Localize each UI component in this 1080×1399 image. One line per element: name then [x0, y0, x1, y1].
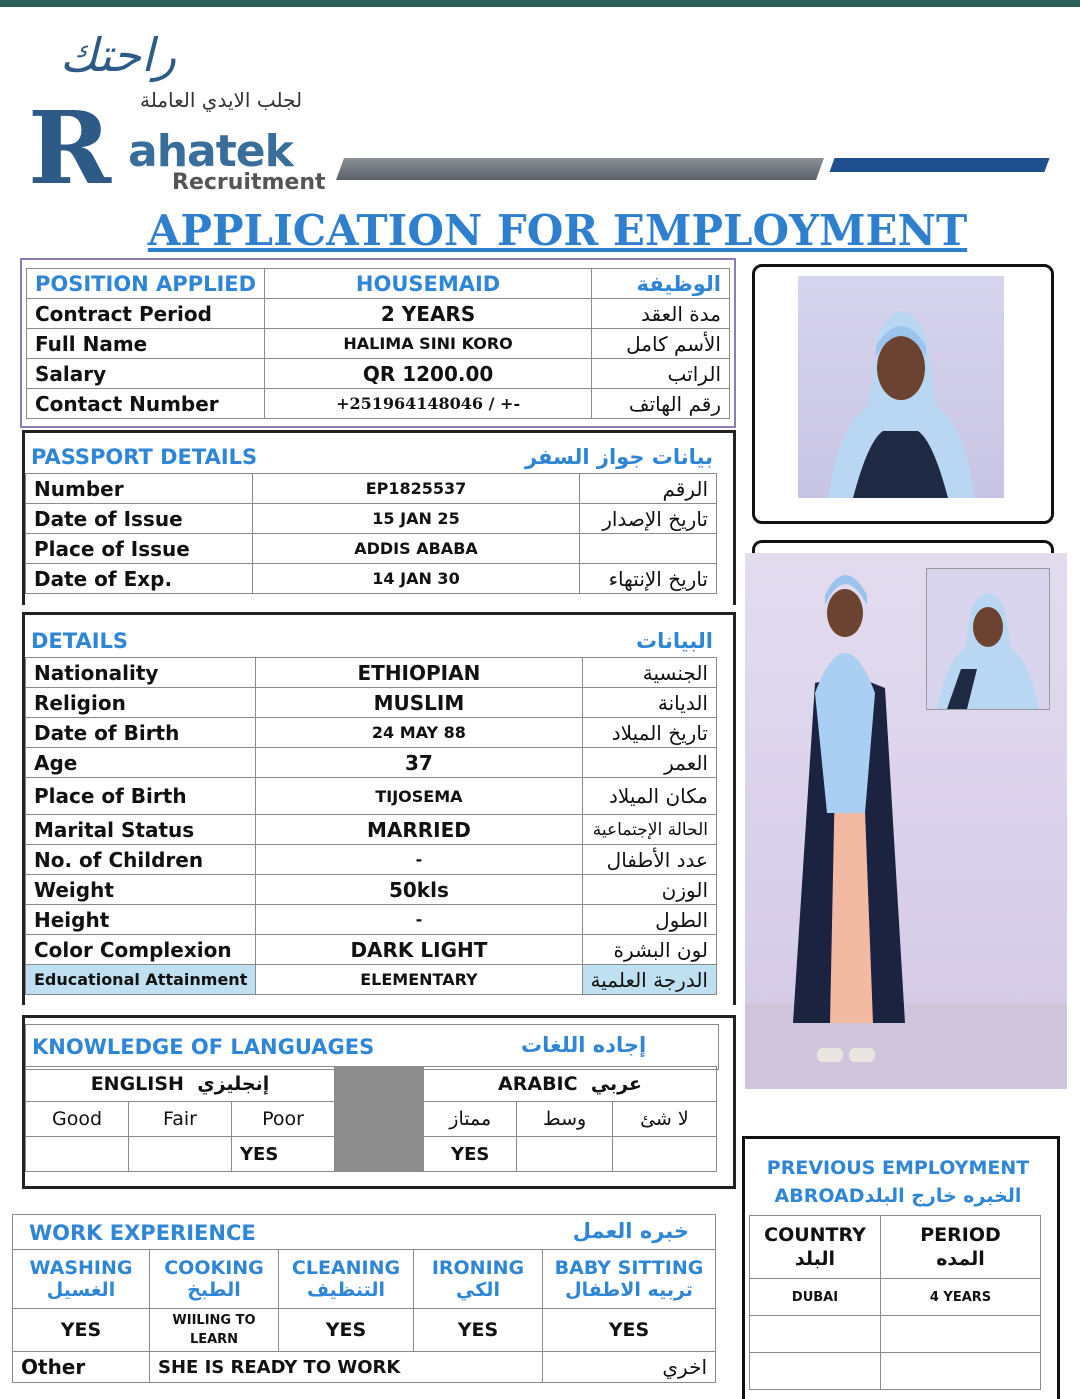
row-value: - — [256, 905, 582, 935]
languages-table — [25, 1066, 717, 1172]
table-row — [26, 658, 717, 688]
skill-cooking — [150, 1250, 279, 1309]
passport-photo — [798, 276, 1004, 498]
languages-heading: KNOWLEDGE OF LANGUAGES — [32, 1035, 375, 1059]
row-value: 2 YEARS — [265, 299, 592, 329]
skill-label: WASHING — [29, 1257, 133, 1279]
row-label-ar: تاريخ الإصدار — [580, 504, 717, 534]
row-label: Date of Birth — [26, 718, 256, 748]
english-poor-value: YES — [232, 1137, 335, 1172]
row-value: ADDIS ABABA — [253, 534, 580, 564]
arabic-excellent-value: YES — [424, 1137, 517, 1172]
arabic-label-ar: عربي — [590, 1073, 642, 1095]
skill-value: YES — [13, 1309, 150, 1352]
languages-heading-row — [25, 1024, 719, 1070]
row-value: TIJOSEMA — [256, 778, 582, 815]
passport-heading-ar: بيانات جواز السفر — [524, 445, 713, 469]
brand-arabic-logo: راحتك — [60, 28, 177, 82]
level-poor: Poor — [232, 1102, 335, 1137]
previous-heading-line2 — [745, 1185, 1051, 1207]
row-label-ar: الرقم — [580, 474, 717, 504]
language-divider — [335, 1067, 424, 1172]
other-label-ar: اخري — [543, 1352, 716, 1383]
table-row — [13, 1352, 716, 1383]
skill-label-ar: تربيه الاطفال — [565, 1279, 693, 1301]
header-decor-bar — [336, 158, 824, 180]
empty-cell — [750, 1353, 881, 1390]
table-row — [750, 1279, 1041, 1316]
row-label: Age — [26, 748, 256, 778]
position-value: HOUSEMAID — [265, 269, 592, 299]
portrait-illustration — [798, 276, 1004, 498]
row-label-ar: الجنسية — [582, 658, 717, 688]
work-table — [12, 1214, 716, 1383]
previous-heading-ar: الخبره خارج البلد — [864, 1185, 1022, 1207]
period-label-ar: المده — [936, 1248, 985, 1270]
english-label-ar: إنجليزي — [197, 1073, 270, 1095]
level-excellent-ar: ممتاز — [424, 1102, 517, 1137]
row-value: 14 JAN 30 — [253, 564, 580, 594]
table-row — [27, 269, 730, 299]
table-row — [26, 815, 717, 845]
empty-cell — [881, 1353, 1041, 1390]
table-row — [13, 1250, 716, 1309]
row-label-ar: تاريخ الإنتهاء — [580, 564, 717, 594]
details-heading-ar: البيانات — [636, 629, 713, 653]
row-label: Marital Status — [26, 815, 256, 845]
english-good-value — [26, 1137, 129, 1172]
table-row — [27, 389, 730, 419]
row-label: Date of Issue — [26, 504, 253, 534]
row-label-ar: الحالة الإجتماعية — [582, 815, 717, 845]
row-label: Contract Period — [27, 299, 265, 329]
table-row — [26, 718, 717, 748]
work-heading: WORK EXPERIENCE — [29, 1221, 256, 1245]
other-label: Other — [13, 1352, 150, 1383]
row-label-ar: الديانة — [582, 688, 717, 718]
work-heading-row — [13, 1215, 716, 1250]
skill-label-ar: الغسيل — [46, 1279, 116, 1301]
position-table — [26, 268, 730, 419]
english-label: ENGLISH — [90, 1073, 184, 1095]
languages-frame — [22, 1015, 736, 1189]
skill-washing — [13, 1250, 150, 1309]
row-label: Salary — [27, 359, 265, 389]
english-header — [26, 1067, 335, 1102]
table-row — [26, 504, 717, 534]
top-bar — [0, 0, 1080, 7]
level-good: Good — [26, 1102, 129, 1137]
table-row — [750, 1316, 1041, 1353]
table-row — [26, 474, 717, 504]
row-label: Number — [26, 474, 253, 504]
row-value: MUSLIM — [256, 688, 582, 718]
row-label-ar — [580, 534, 717, 564]
row-value: ELEMENTARY — [256, 965, 582, 995]
position-label-ar: الوظيفة — [592, 269, 730, 299]
passport-table — [25, 473, 717, 594]
header-decor-bar-blue — [829, 158, 1049, 172]
row-value: HALIMA SINI KORO — [265, 329, 592, 359]
skill-value: YES — [414, 1309, 543, 1352]
row-label: No. of Children — [26, 845, 256, 875]
table-row — [26, 1067, 717, 1102]
row-label-ar: الأسم كامل — [592, 329, 730, 359]
country-label: COUNTRY — [764, 1224, 866, 1246]
row-label-ar: عدد الأطفال — [582, 845, 717, 875]
row-label-ar: مدة العقد — [592, 299, 730, 329]
work-frame — [12, 1214, 716, 1382]
row-value: QR 1200.00 — [265, 359, 592, 389]
row-label-ar: الوزن — [582, 875, 717, 905]
table-row — [26, 564, 717, 594]
details-heading: DETAILS — [31, 629, 129, 653]
table-row — [750, 1353, 1041, 1390]
table-row — [26, 965, 717, 995]
table-row — [27, 359, 730, 389]
previous-heading: PREVIOUS EMPLOYMENT — [766, 1157, 1030, 1179]
languages-heading-ar: إجاده اللغات — [521, 1033, 647, 1057]
row-label-ar: تاريخ الميلاد — [582, 718, 717, 748]
skill-label: BABY SITTING — [554, 1257, 704, 1279]
row-label: Place of Birth — [26, 778, 256, 815]
row-label: Contact Number — [27, 389, 265, 419]
skill-label-ar: الكي — [456, 1279, 500, 1301]
row-label: Place of Issue — [26, 534, 253, 564]
table-row — [26, 534, 717, 564]
row-label-ar: العمر — [582, 748, 717, 778]
country-label-ar: البلد — [794, 1248, 836, 1270]
level-none-ar: لا شئ — [612, 1102, 716, 1137]
row-label: Nationality — [26, 658, 256, 688]
skill-value: YES — [543, 1309, 716, 1352]
row-label-ar: الدرجة العلمية — [582, 965, 717, 995]
row-label-ar: الطول — [582, 905, 717, 935]
row-label: Educational Attainment — [26, 965, 256, 995]
row-label: Date of Exp. — [26, 564, 253, 594]
passport-frame — [22, 430, 736, 605]
table-row — [13, 1215, 716, 1250]
details-table — [25, 657, 717, 995]
row-label-ar: رقم الهاتف — [592, 389, 730, 419]
row-value: 50kls — [256, 875, 582, 905]
row-value: DARK LIGHT — [256, 935, 582, 965]
details-frame — [22, 612, 736, 1005]
row-label: Color Complexion — [26, 935, 256, 965]
table-row — [26, 778, 717, 815]
row-label-ar: مكان الميلاد — [582, 778, 717, 815]
level-fair: Fair — [129, 1102, 232, 1137]
row-value: MARRIED — [256, 815, 582, 845]
skill-value: WIILING TO LEARN — [150, 1309, 279, 1352]
row-label: Weight — [26, 875, 256, 905]
row-value: +251964148046 / +- — [265, 389, 592, 419]
skill-label: COOKING — [164, 1257, 264, 1279]
passport-heading: PASSPORT DETAILS — [31, 445, 258, 469]
table-row — [13, 1309, 716, 1352]
table-row — [26, 905, 717, 935]
table-row — [26, 845, 717, 875]
skill-label: IRONING — [431, 1257, 525, 1279]
skill-label-ar: التنظيف — [306, 1279, 386, 1301]
row-value: EP1825537 — [253, 474, 580, 504]
skill-ironing — [414, 1250, 543, 1309]
previous-table — [749, 1215, 1041, 1390]
previous-employment-frame — [742, 1136, 1060, 1399]
row-value: 24 MAY 88 — [256, 718, 582, 748]
inset-portrait-photo — [926, 568, 1050, 710]
table-row — [26, 875, 717, 905]
skill-label: CLEANING — [291, 1257, 401, 1279]
row-value: ETHIOPIAN — [256, 658, 582, 688]
table-row — [26, 935, 717, 965]
country-value: DUBAI — [750, 1279, 881, 1316]
empty-cell — [750, 1316, 881, 1353]
inset-portrait-illustration — [927, 569, 1049, 709]
arabic-label: ARABIC — [498, 1073, 578, 1095]
row-value: 15 JAN 25 — [253, 504, 580, 534]
skill-cleaning — [279, 1250, 414, 1309]
table-row — [26, 688, 717, 718]
work-heading-ar: خبره العمل — [572, 1219, 689, 1243]
page-title: APPLICATION FOR EMPLOYMENT — [147, 206, 968, 255]
empty-cell — [881, 1316, 1041, 1353]
skill-value: YES — [279, 1309, 414, 1352]
row-value: 37 — [256, 748, 582, 778]
row-label-ar: لون البشرة — [582, 935, 717, 965]
skill-label-ar: الطبخ — [187, 1279, 241, 1301]
level-medium-ar: وسط — [517, 1102, 612, 1137]
arabic-medium-value — [517, 1137, 612, 1172]
english-fair-value — [129, 1137, 232, 1172]
table-row — [750, 1216, 1041, 1279]
skill-baby-sitting — [543, 1250, 716, 1309]
period-value: 4 YEARS — [881, 1279, 1041, 1316]
table-row — [26, 748, 717, 778]
previous-heading-abroad: ABROAD — [774, 1185, 865, 1207]
country-header — [750, 1216, 881, 1279]
brand-subtitle: لجلب الايدي العاملة — [140, 88, 303, 112]
table-row — [27, 329, 730, 359]
brand-initial: R — [28, 89, 112, 207]
arabic-none-value — [612, 1137, 716, 1172]
brand-tagline: Recruitment — [172, 170, 326, 195]
row-label: Height — [26, 905, 256, 935]
row-label: Religion — [26, 688, 256, 718]
arabic-header — [424, 1067, 717, 1102]
row-value: - — [256, 845, 582, 875]
period-header — [881, 1216, 1041, 1279]
position-label: POSITION APPLIED — [27, 269, 265, 299]
row-label: Full Name — [27, 329, 265, 359]
table-row — [27, 299, 730, 329]
period-label: PERIOD — [920, 1224, 1001, 1246]
position-frame — [20, 258, 736, 428]
brand-name: ahatek — [128, 126, 293, 177]
row-label-ar: الراتب — [592, 359, 730, 389]
other-value: SHE IS READY TO WORK — [150, 1352, 543, 1383]
